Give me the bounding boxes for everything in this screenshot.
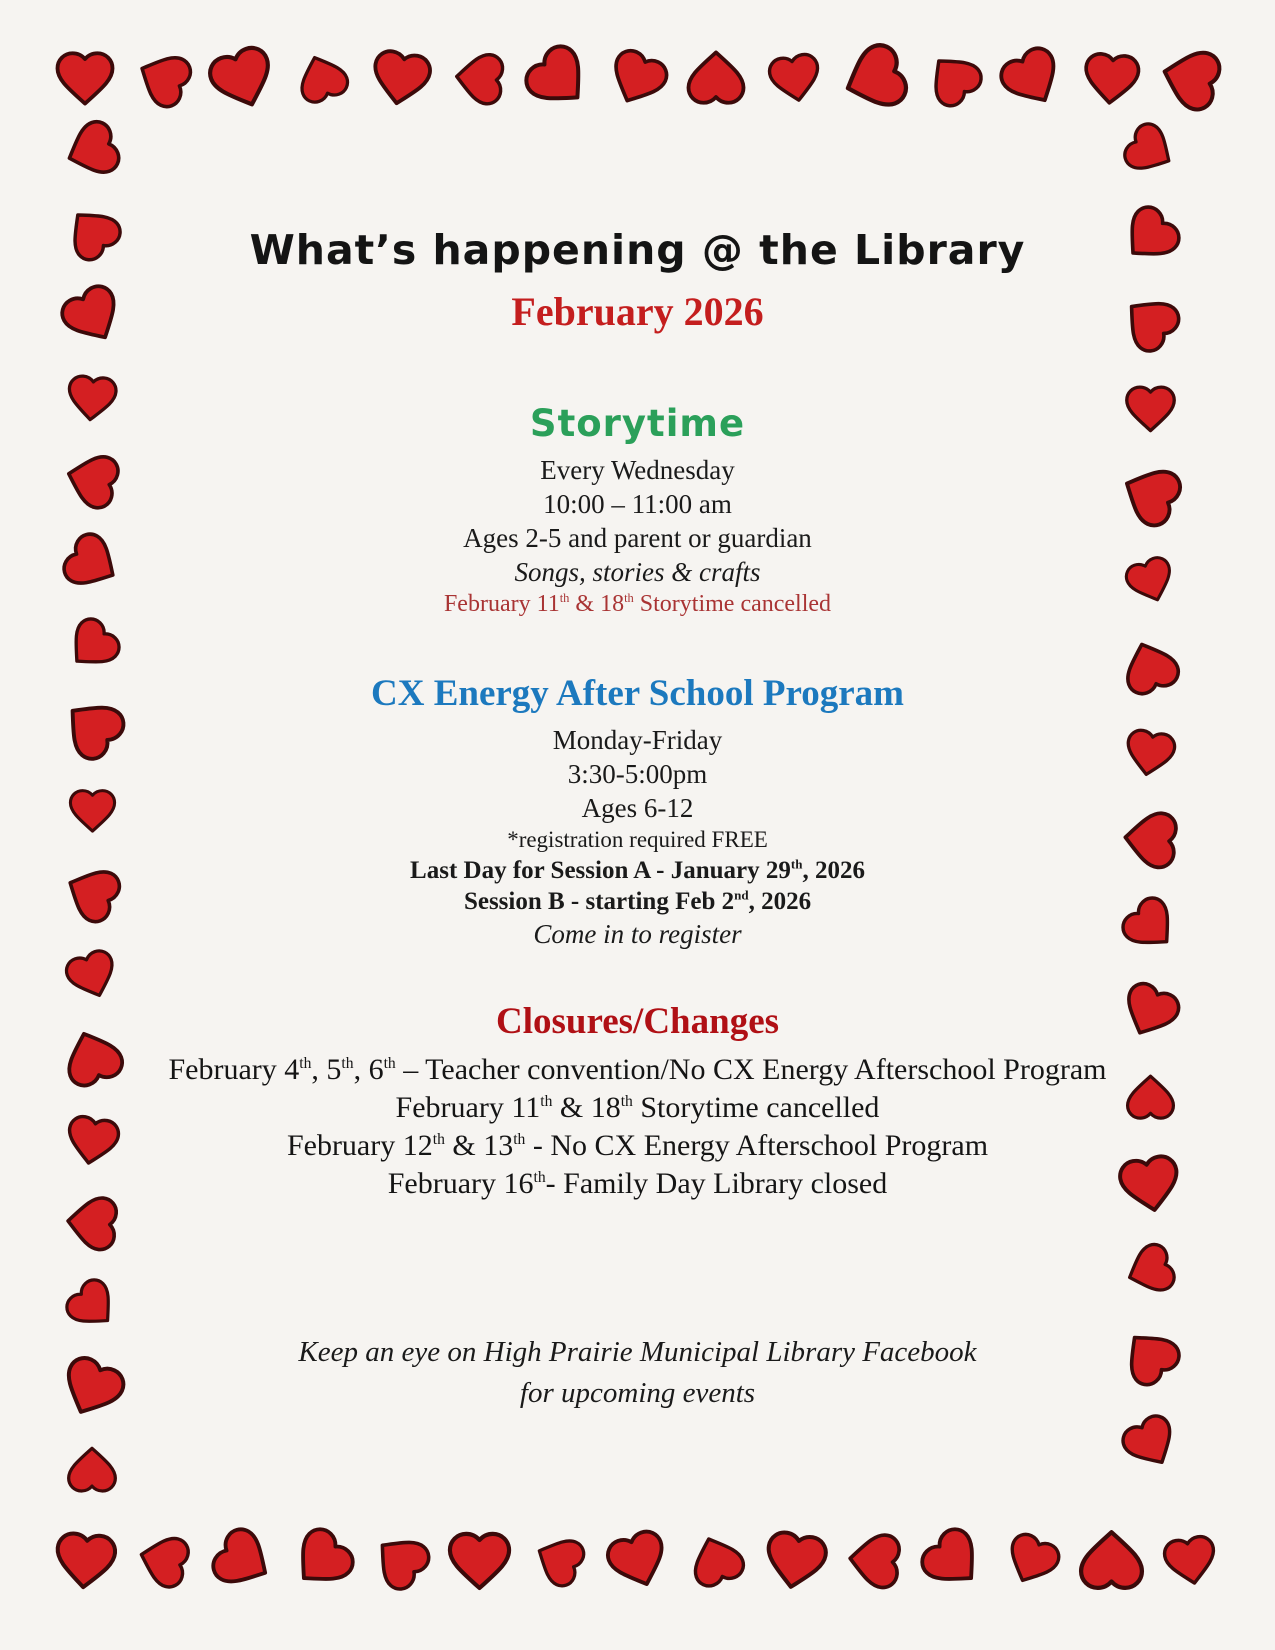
heart-icon — [358, 1517, 444, 1603]
header — [150, 226, 1125, 335]
heart-icon — [510, 29, 608, 127]
cx-session-b-line: Session B - starting Feb 2nd, 2026 — [463, 887, 812, 915]
cx-line: Ages 6-12 — [581, 793, 694, 823]
footer-note — [150, 1332, 1125, 1414]
closures-item: February 11th & 18th Storytime cancelled — [395, 1091, 880, 1124]
closures-item: February 16th- Family Day Library closed — [387, 1167, 888, 1200]
heart-icon — [52, 110, 131, 189]
heart-icon — [683, 45, 749, 111]
section-storytime — [150, 402, 1125, 620]
heart-icon — [64, 1442, 120, 1498]
heart-icon — [66, 784, 119, 837]
heart-icon — [596, 36, 680, 120]
heart-icon — [755, 1520, 835, 1600]
heart-icon — [128, 1524, 200, 1596]
heart-icon — [52, 605, 133, 686]
closures-heading: Closures/Changes — [495, 1001, 780, 1042]
cx-register-invite: Come in to register — [533, 919, 742, 949]
cx-energy-heading: CX Energy After School Program — [371, 673, 904, 714]
heart-icon — [907, 1513, 1000, 1606]
heart-icon — [448, 46, 512, 110]
heart-icon — [53, 1266, 131, 1344]
cx-line: 3:30-5:00pm — [567, 759, 708, 789]
heart-icon — [1122, 380, 1179, 437]
heart-icon — [1075, 1524, 1148, 1597]
storytime-tagline: Songs, stories & crafts — [514, 557, 761, 587]
page-title: What’s happening @ the Library — [249, 226, 1026, 274]
heart-icon — [48, 271, 137, 360]
heart-icon — [1156, 1526, 1224, 1594]
heart-icon — [47, 1342, 137, 1432]
cx-line: Monday-Friday — [552, 725, 723, 755]
heart-icon — [1077, 44, 1145, 112]
heart-icon — [123, 37, 204, 118]
heart-icon — [50, 520, 135, 605]
heart-icon — [286, 42, 358, 114]
footer-line: Keep an eye on High Prairie Municipal Library Facebook — [298, 1336, 977, 1368]
storytime-line: Ages 2-5 and parent or guardian — [463, 523, 812, 553]
heart-icon — [1115, 804, 1185, 874]
footer-line: for upcoming events — [519, 1377, 756, 1409]
heart-icon — [595, 1518, 680, 1603]
heart-icon — [54, 442, 130, 518]
heart-icon — [827, 31, 921, 125]
heart-icon — [912, 36, 995, 119]
heart-icon — [987, 33, 1077, 123]
closures-item: February 4th, 5th, 6th – Teacher convention/No CX Energy Afterschool Program — [168, 1053, 1107, 1086]
heart-icon — [1116, 547, 1184, 615]
heart-icon — [1112, 112, 1188, 188]
page-subtitle: February 2026 — [511, 289, 764, 334]
heart-icon — [275, 1513, 368, 1606]
heart-icon — [679, 1522, 755, 1598]
heart-icon — [362, 40, 438, 116]
heart-icon — [48, 1523, 123, 1598]
heart-icon — [50, 191, 133, 274]
heart-icon — [62, 367, 123, 428]
heart-icon — [840, 1526, 908, 1594]
closures-item: February 12th & 13th - No CX Energy Afterschool Program — [286, 1129, 989, 1162]
heart-icon — [45, 680, 139, 774]
storytime-line: Every Wednesday — [540, 455, 735, 485]
storytime-line: 10:00 – 11:00 am — [543, 489, 732, 519]
cx-session-a-line: Last Day for Session A - January 29th, 2026 — [410, 856, 865, 884]
heart-icon — [762, 44, 829, 111]
heart-icon — [1148, 36, 1233, 121]
heart-icon — [197, 32, 288, 123]
heart-icon — [1114, 1234, 1186, 1306]
heart-icon — [521, 1523, 595, 1597]
storytime-heading: Storytime — [529, 402, 746, 445]
cx-registration-note: *registration required FREE — [507, 827, 768, 852]
heart-icon — [1118, 720, 1183, 785]
heart-icon — [994, 1521, 1071, 1598]
heart-icon — [52, 45, 118, 111]
heart-icon — [444, 1525, 515, 1596]
storytime-cancellation-notice: February 11th & 18th Storytime cancelled — [443, 591, 832, 617]
section-cx-energy — [150, 672, 1125, 951]
heart-icon — [51, 851, 133, 933]
section-closures — [100, 1000, 1175, 1203]
